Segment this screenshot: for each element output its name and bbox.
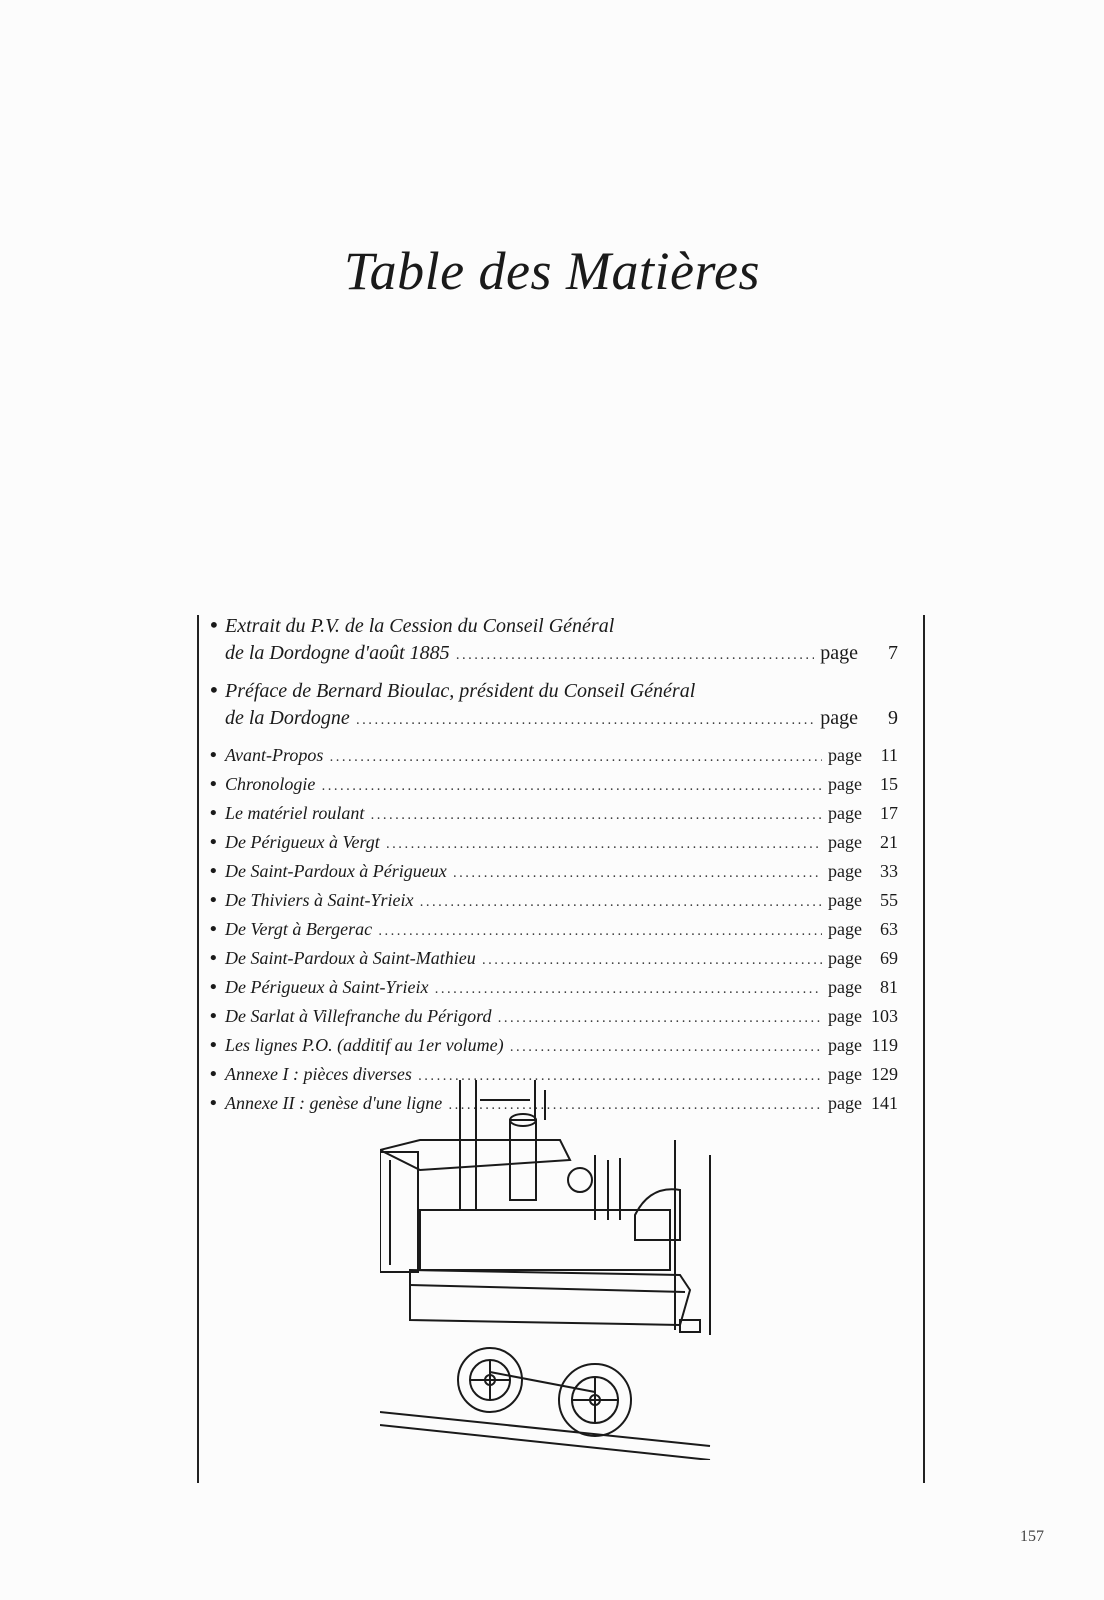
toc-entry-title: Avant-Propos bbox=[225, 745, 324, 765]
leader-dots bbox=[378, 919, 822, 945]
toc-entry-page-number: 9 bbox=[888, 707, 898, 729]
leader-dots bbox=[434, 977, 822, 1003]
toc-entry-title: Les lignes P.O. (additif au 1er volume) bbox=[225, 1035, 504, 1055]
toc-entry[interactable] bbox=[208, 974, 898, 1003]
bullet-icon: • bbox=[208, 832, 219, 853]
bullet-icon: • bbox=[208, 1093, 219, 1114]
toc-entry-title: De Périgueux à Vergt bbox=[225, 832, 380, 852]
bullet-icon: • bbox=[208, 919, 219, 940]
page-label: page bbox=[820, 642, 858, 664]
page-label: page bbox=[828, 803, 862, 823]
leader-dots bbox=[356, 707, 814, 734]
page-label: page bbox=[828, 861, 862, 881]
left-rule bbox=[197, 615, 199, 1483]
toc-entry[interactable] bbox=[208, 677, 898, 734]
leader-dots bbox=[482, 948, 822, 974]
toc-entry[interactable] bbox=[208, 800, 898, 829]
toc-entry-title: de la Dordogne bbox=[225, 707, 350, 729]
bullet-icon: • bbox=[208, 948, 219, 969]
toc-entry-page-number: 33 bbox=[880, 861, 898, 881]
toc-entry-title: Préface de Bernard Bioulac, président du Conseil Général bbox=[225, 680, 696, 702]
toc-entry-page-number: 11 bbox=[880, 745, 898, 765]
toc-entry-title: de la Dordogne d'août 1885 bbox=[225, 642, 450, 664]
toc-entry[interactable] bbox=[208, 742, 898, 771]
toc-entry-title: De Vergt à Bergerac bbox=[225, 919, 373, 939]
toc-entry[interactable] bbox=[208, 887, 898, 916]
toc-entry-title: Le matériel roulant bbox=[225, 803, 365, 823]
toc-entry-page-number: 63 bbox=[880, 919, 898, 939]
toc-entry[interactable] bbox=[208, 771, 898, 800]
bullet-icon: • bbox=[208, 745, 219, 766]
leader-dots bbox=[386, 832, 822, 858]
toc-entry-page-number: 21 bbox=[880, 832, 898, 852]
toc-entry-title: Extrait du P.V. de la Cession du Conseil Général bbox=[225, 615, 615, 637]
page-label: page bbox=[828, 1064, 862, 1084]
steam-tram-illustration bbox=[380, 1080, 720, 1460]
toc-entry-title: Annexe II : genèse d'une ligne bbox=[225, 1093, 443, 1113]
toc-entry-title: De Thiviers à Saint-Yrieix bbox=[225, 890, 414, 910]
toc-entry[interactable] bbox=[208, 829, 898, 858]
toc-entry[interactable] bbox=[208, 858, 898, 887]
leader-dots bbox=[453, 861, 822, 887]
leader-dots bbox=[456, 642, 815, 669]
toc-entry-page-number: 119 bbox=[871, 1035, 898, 1055]
page-label: page bbox=[828, 948, 862, 968]
toc-entry[interactable] bbox=[208, 945, 898, 974]
toc-entry-page-number: 15 bbox=[880, 774, 898, 794]
leader-dots bbox=[370, 803, 822, 829]
table-of-contents bbox=[208, 612, 898, 1119]
toc-entry-title: De Sarlat à Villefranche du Périgord bbox=[225, 1006, 492, 1026]
toc-entry[interactable] bbox=[208, 612, 898, 669]
bullet-icon: • bbox=[208, 861, 219, 882]
toc-entry-page-number: 7 bbox=[888, 642, 898, 664]
toc-entry[interactable] bbox=[208, 1003, 898, 1032]
toc-entry-title: De Saint-Pardoux à Saint-Mathieu bbox=[225, 948, 476, 968]
leader-dots bbox=[329, 745, 822, 771]
leader-dots bbox=[419, 890, 822, 916]
toc-entry-title: Chronologie bbox=[225, 774, 316, 794]
page-label: page bbox=[828, 832, 862, 852]
bullet-icon: • bbox=[208, 977, 219, 998]
page-title: Table des Matières bbox=[344, 241, 760, 301]
bullet-icon: • bbox=[208, 678, 220, 702]
bullet-icon: • bbox=[208, 1035, 219, 1056]
page-label: page bbox=[828, 1093, 862, 1113]
page-label: page bbox=[828, 1035, 862, 1055]
toc-entry-page-number: 81 bbox=[880, 977, 898, 997]
leader-dots bbox=[510, 1035, 822, 1061]
toc-entry-title: Annexe I : pièces diverses bbox=[225, 1064, 412, 1084]
toc-entry[interactable] bbox=[208, 1032, 898, 1061]
leader-dots bbox=[321, 774, 822, 800]
page-label: page bbox=[828, 919, 862, 939]
toc-entry-page-number: 55 bbox=[880, 890, 898, 910]
toc-entry-page-number: 129 bbox=[871, 1064, 898, 1084]
bullet-icon: • bbox=[208, 774, 219, 795]
page-label: page bbox=[828, 745, 862, 765]
toc-entry-page-number: 103 bbox=[871, 1006, 898, 1026]
bullet-icon: • bbox=[208, 1006, 219, 1027]
toc-entry-title: De Saint-Pardoux à Périgueux bbox=[225, 861, 447, 881]
page-label: page bbox=[820, 707, 858, 729]
leader-dots bbox=[497, 1006, 822, 1032]
page-label: page bbox=[828, 977, 862, 997]
bullet-icon: • bbox=[208, 613, 220, 637]
bullet-icon: • bbox=[208, 890, 219, 911]
toc-entry-title: De Périgueux à Saint-Yrieix bbox=[225, 977, 429, 997]
page-label: page bbox=[828, 1006, 862, 1026]
toc-entry[interactable] bbox=[208, 916, 898, 945]
toc-entry-page-number: 141 bbox=[871, 1093, 898, 1113]
bullet-icon: • bbox=[208, 803, 219, 824]
toc-entry-page-number: 17 bbox=[880, 803, 898, 823]
bullet-icon: • bbox=[208, 1064, 219, 1085]
toc-entry-page-number: 69 bbox=[880, 948, 898, 968]
page-label: page bbox=[828, 774, 862, 794]
page-number: 157 bbox=[1020, 1528, 1044, 1545]
page-label: page bbox=[828, 890, 862, 910]
right-rule bbox=[923, 615, 925, 1483]
